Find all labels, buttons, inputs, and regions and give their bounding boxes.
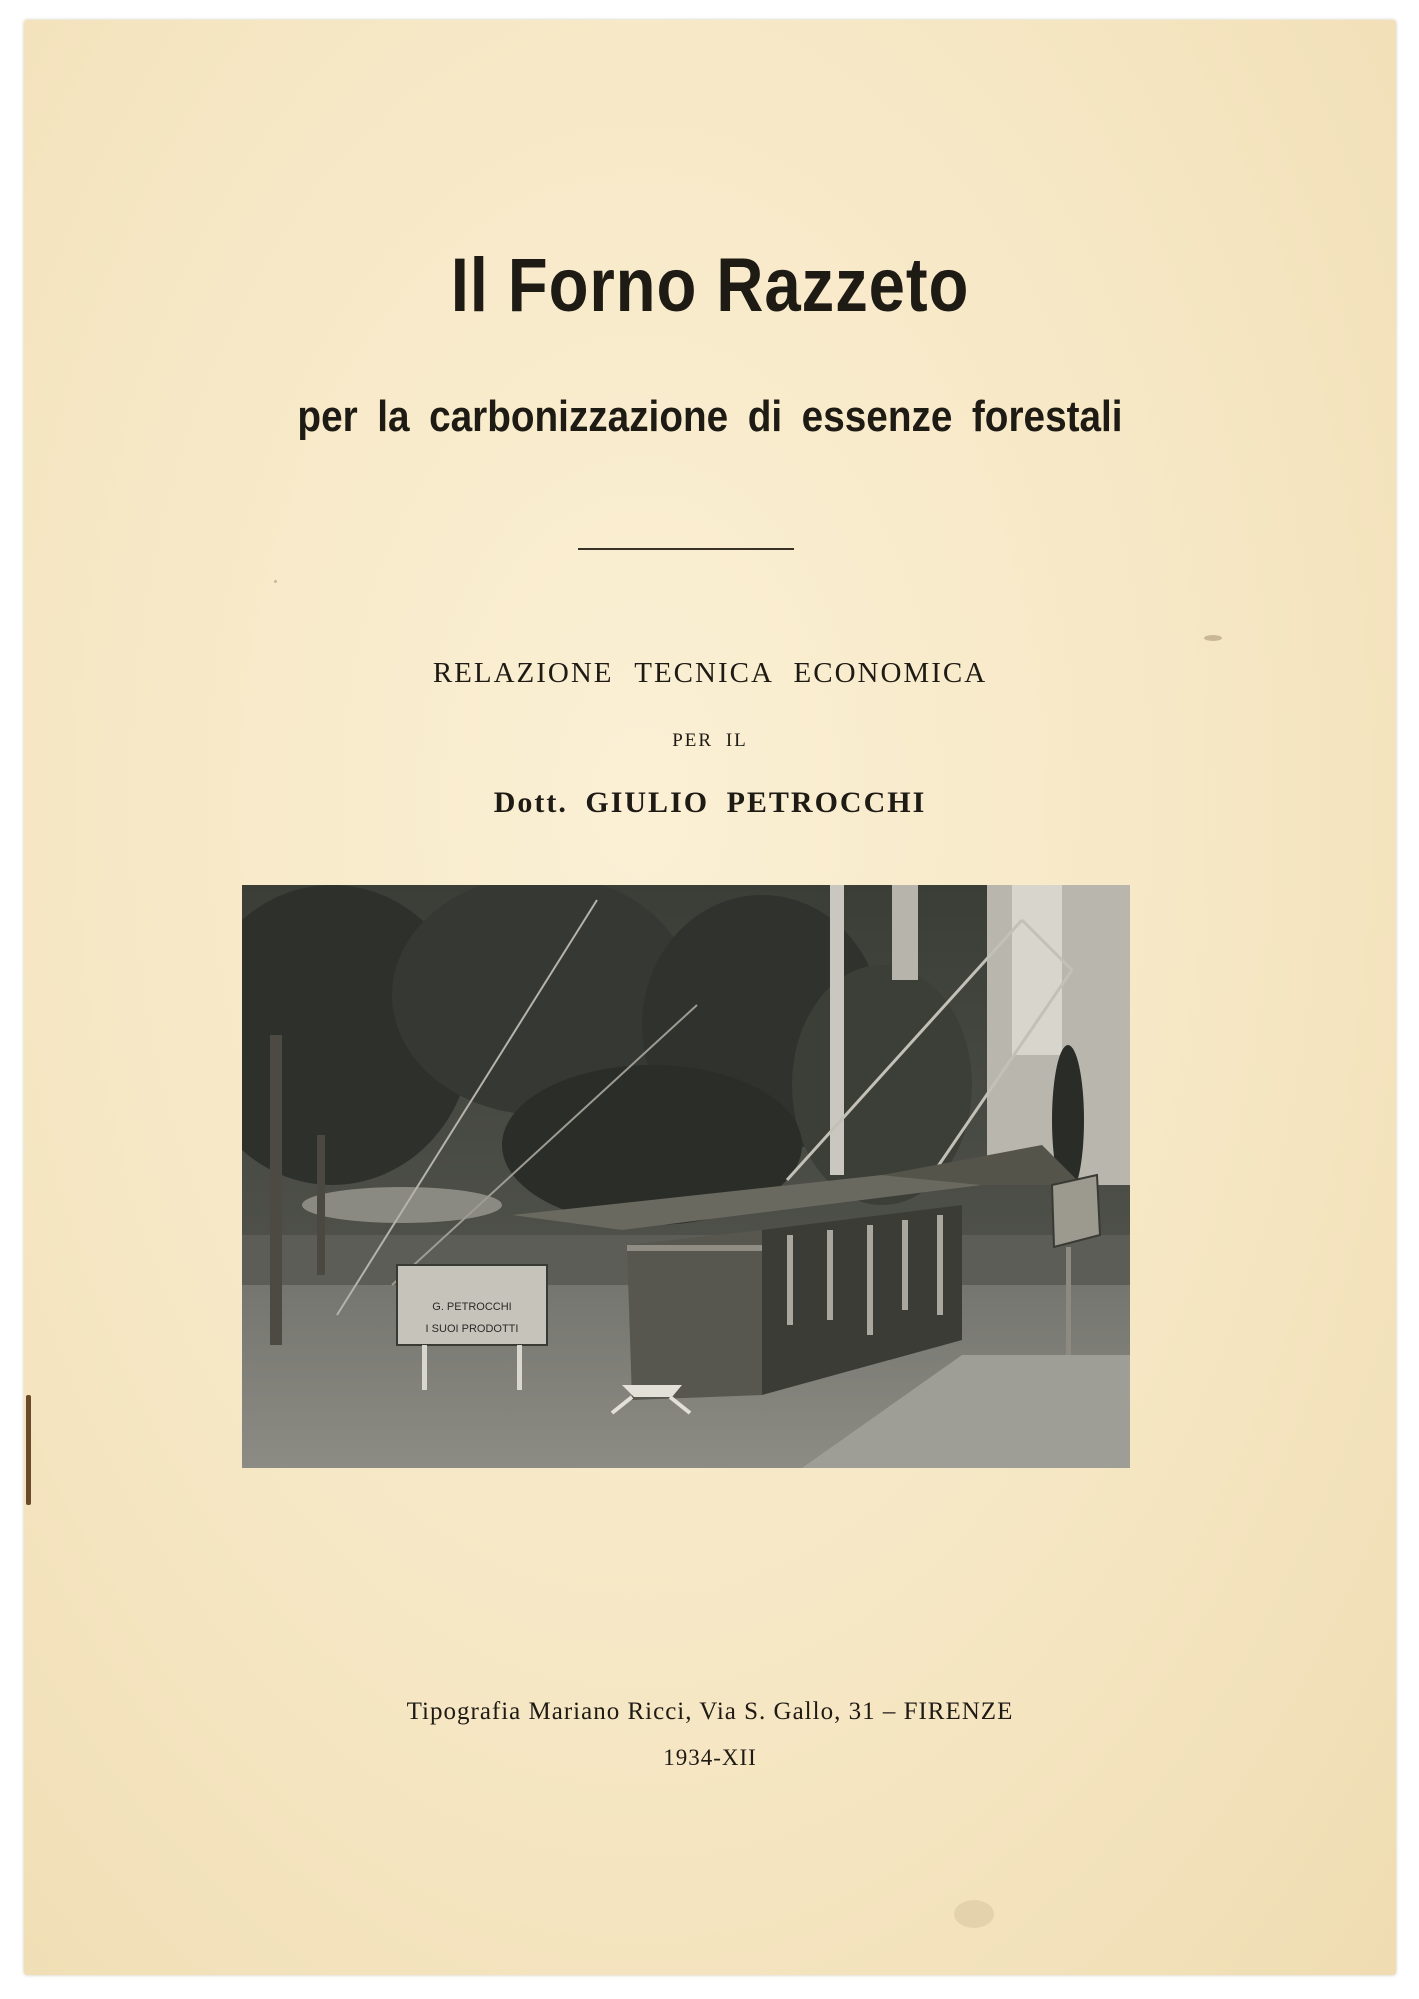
furnace-photo-illustration [242, 885, 1130, 1468]
cover-subtitle: per la carbonizzazione di essenze forestali [297, 392, 1123, 441]
binding-mark [26, 1395, 31, 1505]
publication-year: 1934-XII [663, 1745, 757, 1770]
book-cover [24, 20, 1396, 1975]
cover-photograph [242, 885, 1130, 1468]
publisher-line: Tipografia Mariano Ricci, Via S. Gallo, 31 – FIRENZE [406, 1698, 1014, 1725]
author-name: Dott. GIULIO PETROCCHI [493, 786, 927, 819]
cover-title: Il Forno Razzeto [450, 243, 970, 328]
paper-speck [1204, 635, 1222, 641]
paper-speck [274, 580, 277, 583]
per-il-label: PER IL [672, 730, 748, 751]
photo-sign-line-2: I SUOI PRODOTTI [425, 1323, 519, 1335]
title-divider [578, 548, 794, 550]
report-type: RELAZIONE TECNICA ECONOMICA [432, 657, 988, 689]
paper-stain [954, 1900, 994, 1928]
photo-sign-line-1: G. PETROCCHI [432, 1301, 512, 1313]
